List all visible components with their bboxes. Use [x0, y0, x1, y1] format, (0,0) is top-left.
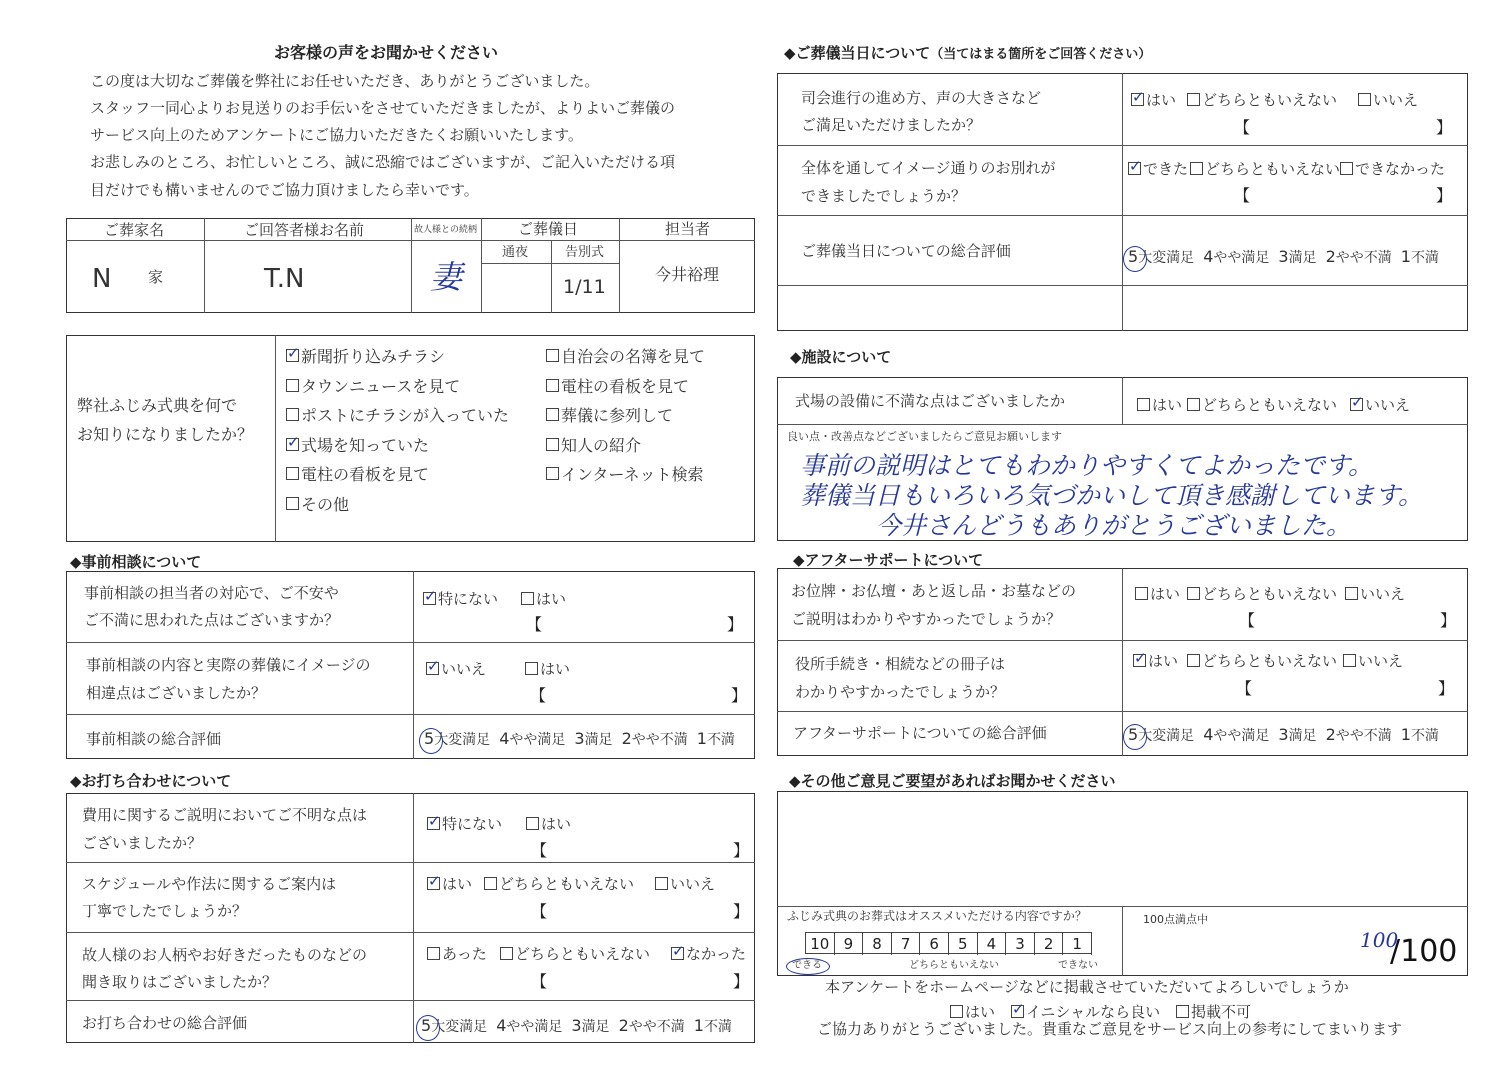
day-q2: できましたでしょうか？: [801, 187, 967, 205]
bracket-open: 【: [531, 902, 548, 921]
header-respondent: ご回答者様お名前: [244, 221, 365, 239]
checkbox-option[interactable]: [1340, 158, 1445, 179]
rating-number: 4: [499, 729, 510, 748]
rating-number: 4: [1203, 247, 1214, 266]
rating-option[interactable]: [1278, 247, 1317, 266]
points-label: 100点満点中: [1143, 913, 1208, 926]
scale-cell[interactable]: 1: [1063, 933, 1092, 955]
checkbox-label: 特にない: [438, 590, 499, 608]
check-mark-icon: ✓: [427, 657, 440, 675]
rating-number: 5: [421, 1016, 432, 1035]
rating-number: 1: [1400, 247, 1411, 266]
checkbox-checked-icon[interactable]: [671, 942, 685, 960]
prior-q3: 事前相談の総合評価: [86, 730, 222, 748]
header-funeral-date: ご葬儀日: [518, 220, 579, 238]
checkbox-label: はい: [536, 590, 567, 608]
checkbox-option[interactable]: [655, 873, 715, 894]
rating-option[interactable]: [1128, 725, 1195, 744]
checkbox-option[interactable]: [1190, 158, 1340, 179]
handwritten-comment: 今井さんどうもありがとうございました。: [876, 511, 1352, 540]
header-wake: 通夜: [502, 245, 529, 260]
thanks-text: ご協力ありがとうございました。貴重なご意見をサービス向上の参考にしてまいります: [817, 1020, 1403, 1038]
rating-number: 4: [496, 1016, 507, 1035]
checkbox-icon[interactable]: [546, 408, 559, 421]
recommend-question: ふじみ式典のお葬式はオススメいただける内容ですか？: [787, 909, 1087, 923]
rating-number: 2: [1325, 725, 1336, 744]
intro-line: スタッフ一同心よりお見送りのお手伝いをさせていただきましたが、よりよいご葬儀の: [90, 99, 676, 117]
checkbox-label: はい: [965, 1003, 996, 1021]
checkbox-icon[interactable]: [1340, 162, 1353, 175]
rating-option[interactable]: [499, 729, 566, 748]
bracket-open: 【: [1234, 186, 1251, 205]
checkbox-icon[interactable]: [521, 592, 534, 605]
checkbox-option[interactable]: [286, 344, 445, 367]
publish-question: 本アンケートをホームページなどに掲載させていただいてよろしいでしょうか: [825, 978, 1349, 996]
meeting-q1: 費用に関するご説明においてご不明な点は: [82, 806, 368, 824]
rating-number: 2: [618, 1016, 629, 1035]
checkbox-label: どちらともいえない: [1202, 396, 1338, 414]
section-header-prior: ◆事前相談について: [70, 553, 202, 571]
checkbox-icon[interactable]: [1358, 93, 1371, 106]
check-mark-icon: ✓: [672, 942, 685, 960]
checkbox-label: イニシャルなら良い: [1026, 1003, 1161, 1021]
checkbox-checked-icon[interactable]: [1131, 88, 1145, 106]
scale-label-right: できない: [1058, 960, 1098, 971]
meeting-q2: スケジュールや作法に関するご案内は: [82, 875, 337, 893]
rating-label: 大変満足: [1138, 728, 1195, 744]
rating-label: 不満: [1410, 250, 1439, 266]
checkbox-label: はい: [442, 875, 473, 893]
checkbox-label: なかった: [686, 945, 747, 963]
rating-label: 満足: [584, 732, 613, 748]
meeting-rating: [421, 1016, 732, 1036]
checkbox-icon[interactable]: [546, 467, 559, 480]
checkbox-option[interactable]: [500, 943, 650, 964]
checkbox-option[interactable]: [1343, 650, 1403, 671]
rating-number: 2: [1325, 247, 1336, 266]
checkbox-option[interactable]: [286, 374, 460, 397]
bracket-open: 【: [1239, 611, 1256, 630]
rating-label: やや満足: [1213, 728, 1270, 744]
day-q3: ご葬儀当日についての総合評価: [801, 242, 1011, 260]
checkbox-label: 葬儀に参列して: [561, 406, 674, 425]
section-header-facility: ◆施設について: [790, 348, 892, 366]
rating-number: 3: [1278, 725, 1289, 744]
prior-rating: [424, 729, 735, 749]
checkbox-icon[interactable]: [1187, 398, 1200, 411]
header-relation: 故人様との続柄: [414, 225, 478, 235]
checkbox-icon[interactable]: [427, 947, 440, 960]
checkbox-label: どちらともいえない: [499, 875, 635, 893]
check-mark-icon: ✓: [1351, 393, 1364, 411]
checkbox-option[interactable]: [1133, 650, 1178, 671]
check-mark-icon: ✓: [1129, 157, 1142, 175]
checkbox-option[interactable]: [546, 462, 704, 485]
checkbox-label: はい: [1146, 91, 1177, 109]
rating-selected-circle: [419, 728, 443, 754]
checkbox-icon[interactable]: [286, 467, 299, 480]
checkbox-label: その他: [301, 494, 350, 514]
meeting-q3: 故人様のお人柄やお好きだったものなどの: [82, 946, 368, 964]
intro-line: 目だけでも構いませんのでご協力頂けましたら幸いです。: [90, 181, 479, 199]
rating-number: 2: [621, 729, 632, 748]
checkbox-icon[interactable]: [546, 349, 559, 362]
handwritten-comment: 葬儀当日もいろいろ気づかいして頂き感謝しています。: [800, 481, 1424, 510]
intro-line: サービス向上のためアンケートにご協力いただきたくお願いいたします。: [90, 126, 583, 144]
checkbox-icon[interactable]: [655, 877, 668, 890]
bracket-close: 】: [727, 615, 744, 634]
scale-cell[interactable]: 5: [949, 933, 978, 955]
rating-number: 4: [1203, 725, 1214, 744]
check-mark-icon: ✓: [1132, 88, 1145, 106]
checkbox-option[interactable]: [427, 873, 472, 894]
checkbox-label: どちらともいえない: [1202, 91, 1338, 109]
scale-cell[interactable]: 9: [835, 933, 864, 955]
check-mark-icon: ✓: [287, 432, 300, 451]
checkbox-label: 電柱の看板を見て: [301, 465, 430, 484]
after-q3: アフターサポートについての総合評価: [793, 724, 1047, 742]
rating-option[interactable]: [421, 1016, 488, 1035]
after-q1: ご説明はわかりやすかったでしょうか？: [791, 610, 1062, 628]
bracket-open: 【: [1236, 679, 1253, 698]
rating-option[interactable]: [1400, 247, 1439, 266]
checkbox-option[interactable]: [1187, 583, 1337, 604]
checkbox-icon[interactable]: [1345, 587, 1358, 600]
checkbox-label: いいえ: [670, 875, 716, 893]
bracket-close: 】: [1436, 118, 1453, 137]
checkbox-label: どちらともいえない: [515, 945, 651, 963]
checkbox-checked-icon[interactable]: [1350, 393, 1364, 411]
checkbox-label: いいえ: [1360, 585, 1406, 603]
checkbox-label: 自治会の名簿を見て: [561, 347, 706, 366]
rating-label: 不満: [1410, 728, 1439, 744]
checkbox-icon[interactable]: [500, 947, 513, 960]
rating-option[interactable]: [693, 1016, 732, 1035]
checkbox-option[interactable]: [426, 658, 486, 679]
rating-number: 3: [571, 1016, 582, 1035]
checkbox-label: はい: [1150, 585, 1181, 603]
check-mark-icon: ✓: [1134, 649, 1147, 667]
rating-label: 大変満足: [1138, 250, 1195, 266]
checkbox-label: いいえ: [441, 660, 487, 678]
checkbox-label: はい: [1152, 396, 1183, 414]
after-q2: 役所手続き・相続などの冊子は: [795, 655, 1006, 673]
checkbox-icon[interactable]: [286, 379, 299, 392]
intro-line: この度は大切なご葬儀を弊社にお任せいただき、ありがとうございました。: [90, 72, 600, 90]
checkbox-option[interactable]: [484, 873, 634, 894]
rating-number: 1: [696, 729, 707, 748]
checkbox-label: どちらともいえない: [1202, 585, 1338, 603]
check-mark-icon: ✓: [424, 587, 437, 605]
rating-option[interactable]: [424, 729, 491, 748]
rating-label: 大変満足: [434, 732, 491, 748]
source-question: 弊社ふじみ式典を何で: [77, 396, 238, 415]
bracket-close: 】: [1438, 679, 1455, 698]
day-q1: ご満足いただけましたか？: [801, 116, 982, 134]
prior-q2: 事前相談の内容と実際の葬儀にイメージの: [86, 656, 371, 674]
rating-number: 3: [574, 729, 585, 748]
rating-option[interactable]: [1400, 725, 1439, 744]
checkbox-option[interactable]: [521, 588, 566, 609]
meeting-q1: ございましたか？: [82, 834, 203, 852]
bracket-close: 】: [731, 686, 748, 705]
checkbox-label: いいえ: [1373, 91, 1419, 109]
check-mark-icon: ✓: [428, 872, 441, 890]
checkbox-option[interactable]: [546, 374, 689, 397]
checkbox-label: 新聞折り込みチラシ: [301, 347, 446, 366]
bracket-open: 【: [531, 841, 548, 860]
checkbox-icon[interactable]: [1187, 654, 1200, 667]
rating-selected-circle: [416, 1015, 440, 1041]
checkbox-option[interactable]: [286, 462, 429, 485]
rating-number: 5: [1128, 725, 1139, 744]
after-rating: [1128, 725, 1439, 745]
rating-option[interactable]: [1203, 725, 1270, 744]
checkbox-label: いいえ: [1365, 396, 1411, 414]
checkbox-option[interactable]: [546, 433, 641, 456]
check-mark-icon: ✓: [428, 812, 441, 830]
checkbox-icon[interactable]: [526, 817, 539, 830]
checkbox-option[interactable]: [526, 813, 571, 834]
rating-option[interactable]: [1128, 247, 1195, 266]
checkbox-label: はい: [540, 660, 571, 678]
checkbox-label: 式場を知っていた: [301, 435, 430, 455]
checkbox-icon[interactable]: [1187, 587, 1200, 600]
rating-label: やや不満: [631, 732, 688, 748]
ceremony-date: 1/11: [563, 276, 606, 298]
check-mark-icon: ✓: [287, 344, 300, 362]
day-rating: [1128, 247, 1439, 267]
checkbox-checked-icon[interactable]: [286, 344, 300, 362]
rating-label: やや不満: [628, 1019, 685, 1035]
checkbox-icon[interactable]: [950, 1005, 963, 1018]
bracket-close: 】: [1436, 186, 1453, 205]
checkbox-label: 特にない: [442, 815, 503, 833]
bracket-open: 【: [530, 686, 547, 705]
checkbox-label: 掲載不可: [1191, 1003, 1252, 1021]
checkbox-label: 電柱の看板を見て: [561, 376, 690, 396]
section-header-other: ◆その他ご意見ご要望があればお聞かせください: [789, 772, 1116, 790]
prior-q1: ご不満に思われた点はございますか？: [84, 611, 340, 629]
rating-option[interactable]: [1203, 247, 1270, 266]
relation-value: 妻: [430, 258, 463, 296]
checkbox-icon[interactable]: [1190, 162, 1203, 175]
checkbox-option[interactable]: [1350, 394, 1410, 415]
checkbox-icon[interactable]: [286, 408, 299, 421]
rating-label: 不満: [703, 1019, 732, 1035]
rating-number: 1: [693, 1016, 704, 1035]
bracket-close: 】: [733, 902, 750, 921]
section-header-after: ◆アフターサポートについて: [793, 551, 984, 569]
rating-label: やや不満: [1335, 728, 1392, 744]
checkbox-option[interactable]: [546, 344, 705, 367]
checkbox-option[interactable]: [1137, 394, 1182, 415]
checkbox-checked-icon[interactable]: [427, 812, 441, 830]
rating-label: やや満足: [1213, 250, 1270, 266]
checkbox-icon[interactable]: [546, 438, 559, 451]
rating-number: 5: [424, 729, 435, 748]
checkbox-icon[interactable]: [286, 497, 299, 510]
after-q2: わかりやすかったでしょうか？: [795, 683, 1006, 701]
checkbox-icon[interactable]: [484, 877, 497, 890]
rating-option[interactable]: [574, 729, 613, 748]
rating-label: 満足: [1288, 250, 1317, 266]
bracket-open: 【: [531, 972, 548, 991]
checkbox-option[interactable]: [1176, 1001, 1251, 1022]
check-mark-icon: ✓: [1012, 1000, 1025, 1018]
meeting-q2: 丁寧でしたでしょうか？: [82, 902, 248, 920]
checkbox-option[interactable]: [286, 433, 429, 456]
rating-number: 1: [1400, 725, 1411, 744]
checkbox-option[interactable]: [1345, 583, 1405, 604]
checkbox-icon[interactable]: [1135, 587, 1148, 600]
checkbox-checked-icon[interactable]: [1133, 649, 1147, 667]
points-handwritten: 100: [1360, 928, 1399, 952]
family-suffix: 家: [148, 268, 164, 286]
scale-cell[interactable]: 6: [920, 933, 949, 955]
checkbox-option[interactable]: [1135, 583, 1180, 604]
respondent-name: T.N: [264, 264, 305, 294]
scale-cell[interactable]: 2: [1035, 933, 1064, 955]
checkbox-icon[interactable]: [1137, 398, 1150, 411]
checkbox-checked-icon[interactable]: [423, 587, 437, 605]
checkbox-icon[interactable]: [1187, 93, 1200, 106]
checkbox-checked-icon[interactable]: [426, 657, 440, 675]
rating-label: 不満: [706, 732, 735, 748]
rating-number: 5: [1128, 247, 1139, 266]
staff-name: 今井裕理: [655, 265, 720, 284]
prior-q2: 相違点はございましたか？: [86, 684, 267, 702]
source-question: お知りになりましたか？: [77, 425, 254, 444]
meeting-q4: お打ち合わせの総合評価: [82, 1014, 248, 1032]
rating-number: 3: [1278, 247, 1289, 266]
checkbox-checked-icon[interactable]: [1128, 157, 1142, 175]
checkbox-checked-icon[interactable]: [1011, 1000, 1025, 1018]
rating-option[interactable]: [1325, 725, 1392, 744]
checkbox-icon[interactable]: [1176, 1005, 1189, 1018]
checkbox-checked-icon[interactable]: [427, 872, 441, 890]
checkbox-label: はい: [541, 815, 572, 833]
header-ceremony: 告別式: [565, 245, 605, 260]
checkbox-option[interactable]: [950, 1001, 995, 1022]
rating-selected-circle: [1123, 724, 1147, 750]
bracket-close: 】: [733, 841, 750, 860]
checkbox-option[interactable]: [525, 658, 570, 679]
checkbox-option[interactable]: [546, 403, 673, 426]
meeting-q3: 聞き取りはございましたか？: [82, 973, 278, 991]
checkbox-option[interactable]: [427, 943, 487, 964]
checkbox-label: インターネット検索: [561, 465, 704, 484]
checkbox-label: 知人の紹介: [561, 435, 642, 455]
scale-label-mid: どちらともいえない: [909, 960, 999, 971]
header-family: ご葬家名: [104, 221, 165, 239]
bracket-close: 】: [1440, 611, 1457, 630]
checkbox-icon[interactable]: [546, 379, 559, 392]
handwritten-comment: 事前の説明はとてもわかりやすくてよかったです。: [800, 451, 1374, 480]
prior-q1: 事前相談の担当者の対応で、ご不安や: [84, 584, 339, 602]
checkbox-option[interactable]: [1011, 1001, 1160, 1022]
intro-line: お悲しみのところ、お忙しいところ、誠に恐縮ではございますが、ご記入いただける項: [90, 153, 676, 171]
checkbox-icon[interactable]: [525, 662, 538, 675]
scale-cell[interactable]: 8: [863, 933, 892, 955]
checkbox-label: どちらともいえない: [1205, 160, 1341, 178]
section-header-day: ◆ご葬儀当日について（当てはまる箇所をご回答ください）: [784, 44, 1152, 62]
rating-option[interactable]: [696, 729, 735, 748]
rating-label: やや満足: [509, 732, 566, 748]
bracket-open: 【: [526, 615, 543, 634]
scale-cell[interactable]: 7: [892, 933, 921, 955]
checkbox-label: どちらともいえない: [1202, 652, 1338, 670]
survey-title: お客様の声をお聞かせください: [274, 43, 499, 62]
day-q1: 司会進行の進め方、声の大きさなど: [801, 89, 1042, 107]
section-header-meeting: ◆お打ち合わせについて: [70, 772, 232, 790]
checkbox-label: できなかった: [1355, 160, 1446, 178]
checkbox-option[interactable]: [427, 813, 502, 834]
rating-option[interactable]: [571, 1016, 610, 1035]
checkbox-label: はい: [1148, 652, 1179, 670]
facility-q1: 式場の設備に不満な点はございましたか: [795, 392, 1066, 410]
checkbox-option[interactable]: [1131, 89, 1176, 110]
family-initial: N: [92, 264, 112, 294]
rating-label: 満足: [1288, 728, 1317, 744]
recommend-scale: [805, 932, 1092, 954]
checkbox-label: いいえ: [1358, 652, 1404, 670]
bracket-open: 【: [1234, 118, 1251, 137]
rating-option[interactable]: [621, 729, 688, 748]
checkbox-option[interactable]: [1187, 89, 1337, 110]
checkbox-option[interactable]: [1128, 158, 1188, 179]
scale-cell[interactable]: 10: [806, 933, 835, 955]
comment-label: 良い点・改善点などございましたらご意見お願いします: [787, 430, 1062, 443]
rating-label: 大変満足: [431, 1019, 488, 1035]
scale-label-left: できる: [792, 960, 822, 971]
checkbox-option[interactable]: [1187, 394, 1337, 415]
checkbox-option[interactable]: [671, 943, 746, 964]
rating-option[interactable]: [496, 1016, 563, 1035]
checkbox-option[interactable]: [1358, 89, 1418, 110]
header-staff: 担当者: [665, 220, 711, 238]
checkbox-label: あった: [442, 945, 487, 963]
checkbox-checked-icon[interactable]: [286, 432, 300, 451]
checkbox-label: ポストにチラシが入っていた: [301, 406, 510, 425]
checkbox-option[interactable]: [423, 588, 498, 609]
points-total: /100: [1390, 934, 1458, 969]
checkbox-option[interactable]: [286, 492, 349, 515]
bracket-close: 】: [733, 972, 750, 991]
rating-label: 満足: [581, 1019, 610, 1035]
scale-cell[interactable]: 3: [1006, 933, 1035, 955]
checkbox-label: タウンニュースを見て: [301, 376, 461, 396]
rating-option[interactable]: [618, 1016, 685, 1035]
rating-selected-circle: [1123, 246, 1147, 272]
checkbox-option[interactable]: [286, 403, 509, 426]
day-q2: 全体を通してイメージ通りのお別れが: [801, 159, 1056, 177]
rating-option[interactable]: [1278, 725, 1317, 744]
rating-option[interactable]: [1325, 247, 1392, 266]
scale-cell[interactable]: 4: [978, 933, 1007, 955]
checkbox-icon[interactable]: [1343, 654, 1356, 667]
rating-label: やや満足: [506, 1019, 563, 1035]
checkbox-label: できた: [1143, 160, 1189, 178]
after-q1: お位牌・お仏壇・あと返し品・お墓などの: [791, 582, 1077, 600]
rating-label: やや不満: [1335, 250, 1392, 266]
checkbox-option[interactable]: [1187, 650, 1337, 671]
